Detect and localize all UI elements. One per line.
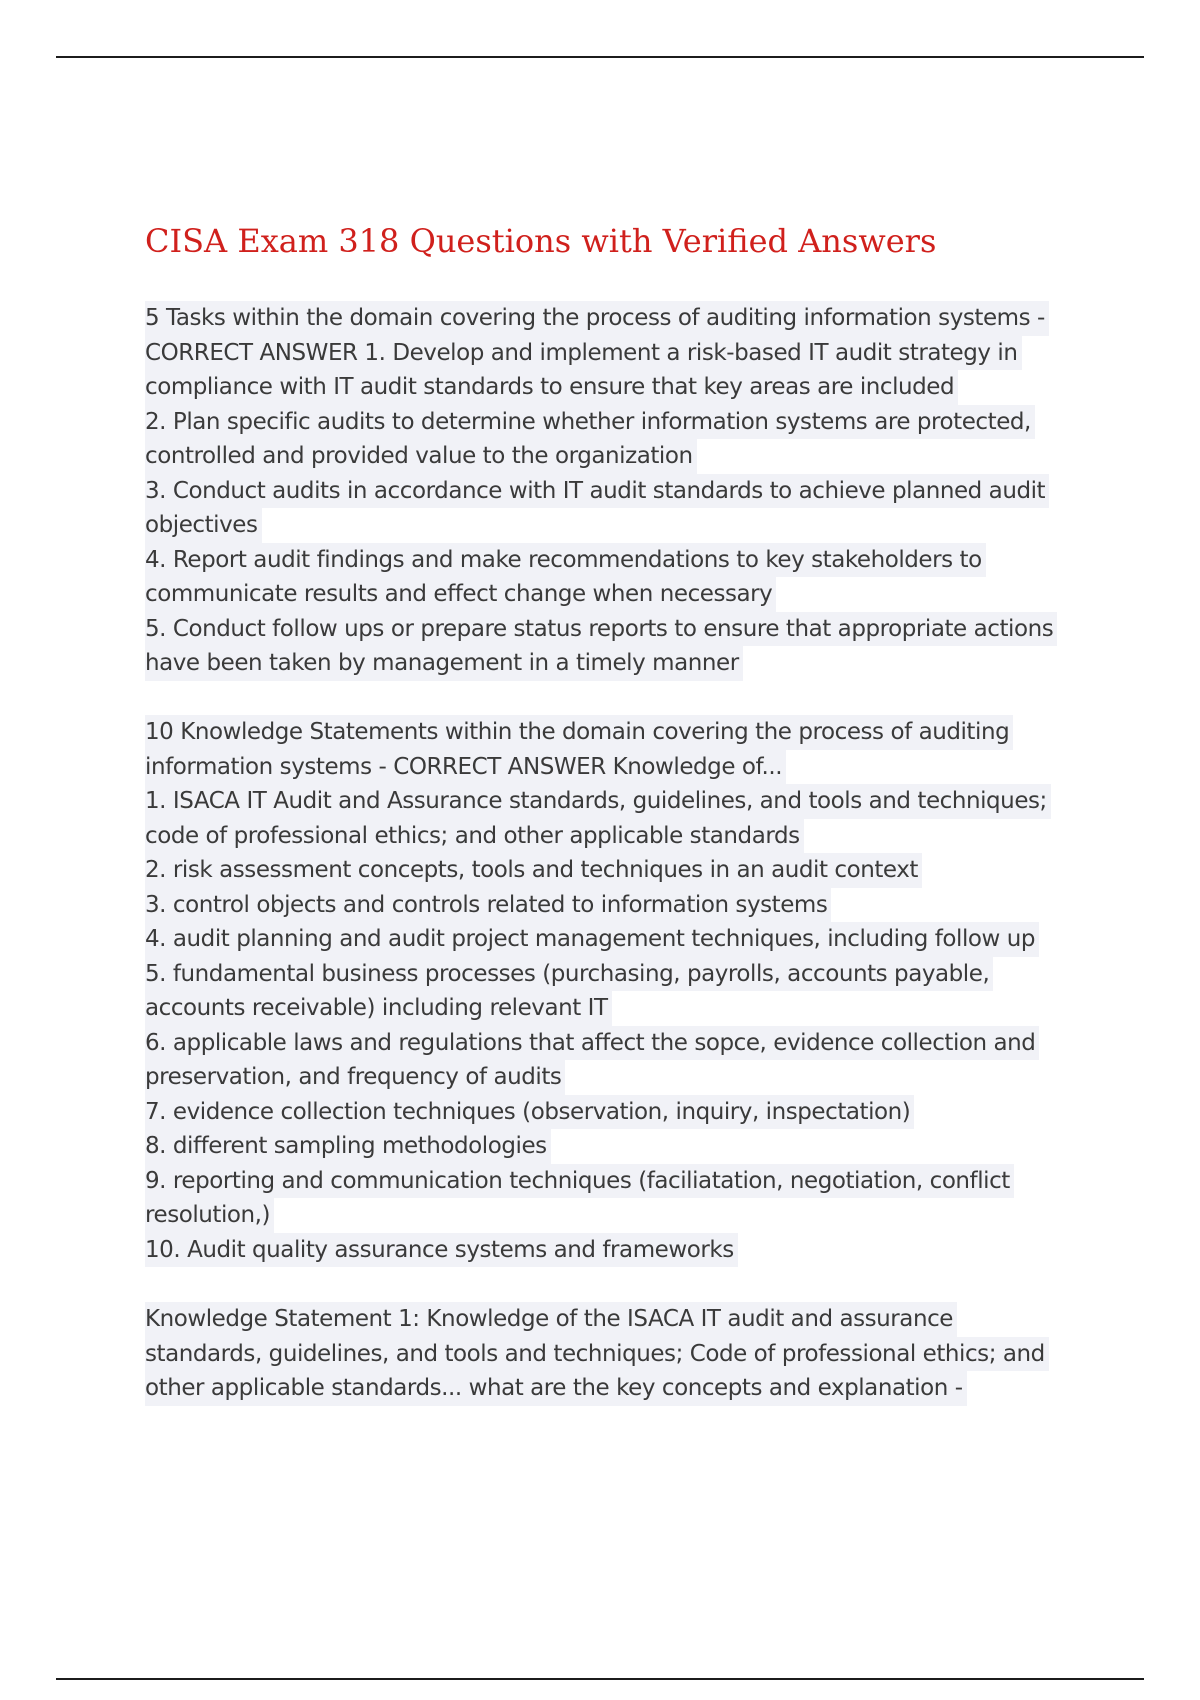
text-line: 9. reporting and communication techniques (faciliatation, negotiation, conflict — [145, 1164, 1014, 1199]
text-line: 10 Knowledge Statements within the domain covering the process of auditing — [145, 715, 1013, 750]
text-line: information systems - CORRECT ANSWER Knowledge of... — [145, 750, 786, 785]
text-line: have been taken by management in a timely manner — [145, 646, 743, 681]
text-line: CORRECT ANSWER 1. Develop and implement a risk-based IT audit strategy in — [145, 336, 1022, 371]
text-line: other applicable standards... what are the key concepts and explanation - — [145, 1371, 967, 1406]
section-tasks — [145, 301, 1057, 681]
text-line: 4. audit planning and audit project management techniques, including follow up — [145, 922, 1039, 957]
text-line: 5 Tasks within the domain covering the process of auditing information systems - — [145, 301, 1049, 336]
text-line: accounts receivable) including relevant IT — [145, 991, 612, 1026]
text-line: code of professional ethics; and other applicable standards — [145, 819, 804, 854]
text-line: objectives — [145, 508, 262, 543]
text-line: 1. ISACA IT Audit and Assurance standards, guidelines, and tools and techniques; — [145, 784, 1051, 819]
text-line: 5. Conduct follow ups or prepare status reports to ensure that appropriate actions — [145, 612, 1057, 647]
text-line: Knowledge Statement 1: Knowledge of the ISACA IT audit and assurance — [145, 1302, 957, 1337]
text-line: 3. Conduct audits in accordance with IT audit standards to achieve planned audit — [145, 474, 1049, 509]
text-line: 8. different sampling methodologies — [145, 1129, 551, 1164]
header-rule — [56, 56, 1144, 58]
text-line: standards, guidelines, and tools and techniques; Code of professional ethics; and — [145, 1337, 1049, 1372]
section-knowledge-statements — [145, 715, 1051, 1267]
text-line: 2. risk assessment concepts, tools and techniques in an audit context — [145, 853, 922, 888]
text-line: resolution,) — [145, 1198, 274, 1233]
text-line: 6. applicable laws and regulations that affect the sopce, evidence collection and — [145, 1026, 1039, 1061]
footer-rule — [56, 1678, 1144, 1680]
text-line: communicate results and effect change when necessary — [145, 577, 776, 612]
text-line: compliance with IT audit standards to ensure that key areas are included — [145, 370, 958, 405]
text-line: 2. Plan specific audits to determine whether information systems are protected, — [145, 405, 1035, 440]
text-line: 7. evidence collection techniques (observation, inquiry, inspectation) — [145, 1095, 914, 1130]
document-title: CISA Exam 318 Questions with Verified Answers — [145, 222, 937, 260]
text-line: 3. control objects and controls related to information systems — [145, 888, 831, 923]
text-line: preservation, and frequency of audits — [145, 1060, 565, 1095]
text-line: 4. Report audit findings and make recommendations to key stakeholders to — [145, 543, 986, 578]
text-line: 5. fundamental business processes (purchasing, payrolls, accounts payable, — [145, 957, 993, 992]
text-line: 10. Audit quality assurance systems and frameworks — [145, 1233, 738, 1268]
section-knowledge-statement-1 — [145, 1302, 1049, 1406]
text-line: controlled and provided value to the organization — [145, 439, 697, 474]
